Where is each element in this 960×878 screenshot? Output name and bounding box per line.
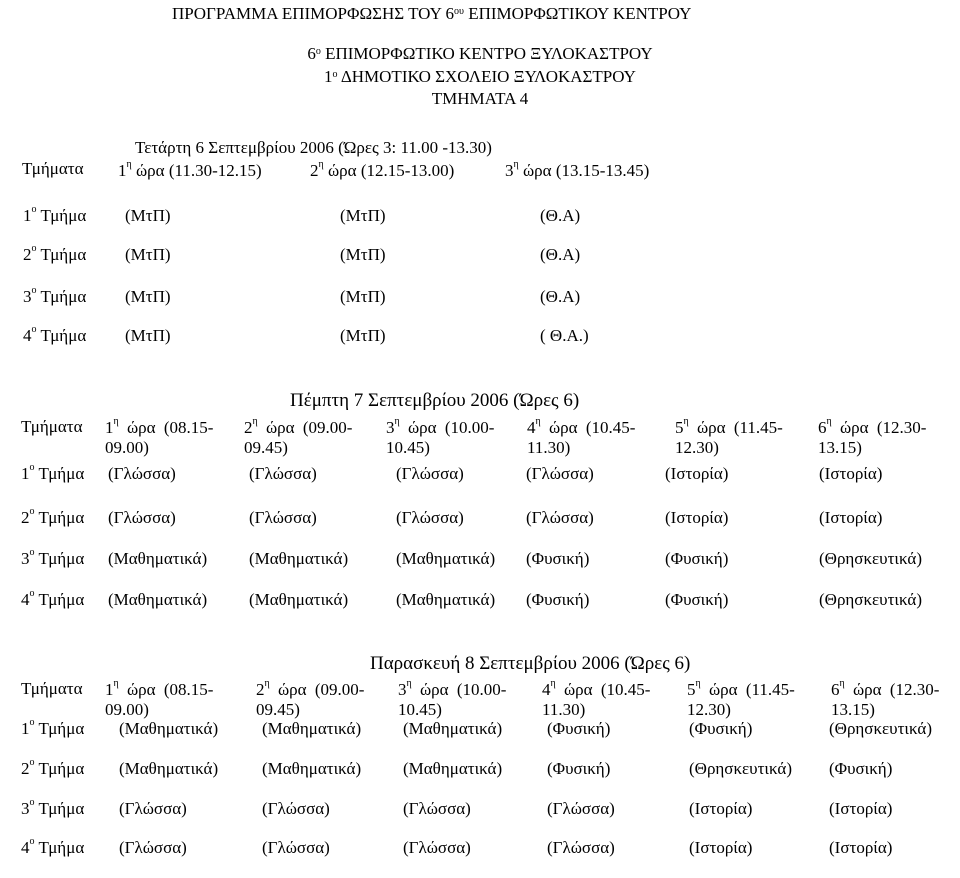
day2-cell: (Γλώσσα)	[526, 508, 594, 527]
document-title: ΠΡΟΓΡΑΜΜΑ ΕΠΙΜΟΡΦΩΣΗΣ ΤΟΥ $6^{o\upsilon}$ ΕΠΙΜΟΡΦΩΤΙΚΟΥ ΚΕΝΤΡΟΥ	[172, 4, 692, 23]
day1-row-label: $1^o$ Τμήμα	[23, 204, 87, 225]
day2-cell: (Θρησκευτικά)	[819, 590, 922, 609]
day1-cell: (ΜτΠ)	[125, 326, 171, 345]
day3-hour-range-end: 11.30)	[542, 700, 586, 719]
day2-hour-header: $6^\eta$ ώρα (12.30-	[818, 416, 927, 437]
day3-cell: (Φυσική)	[547, 719, 611, 738]
day2-hour-range-end: 09.00)	[105, 438, 149, 457]
school-name: $1^o$ ΔΗΜΟΤΙΚΟ ΣΧΟΛΕΙΟ ΞΥΛΟΚΑΣΤΡΟΥ	[324, 67, 636, 86]
day1-cell: (ΜτΠ)	[125, 206, 171, 225]
day3-cell: (Γλώσσα)	[547, 799, 615, 818]
day1-cell: (Θ.Α)	[540, 245, 581, 264]
day2-cell: (Φυσική)	[526, 549, 590, 568]
day3-row-label: $3^o$ Τμήμα	[21, 797, 85, 818]
day2-hour-header: $5^\eta$ ώρα (11.45-	[675, 416, 783, 437]
day2-hour-header: $3^\eta$ ώρα (10.00-	[386, 416, 495, 437]
day2-cell: (Θρησκευτικά)	[819, 549, 922, 568]
day3-cell: (Ιστορία)	[689, 838, 753, 857]
day3-cell: (Μαθηματικά)	[403, 759, 503, 778]
day1-row-label: $2^o$ Τμήμα	[23, 243, 87, 264]
day2-title: Πέμπτη 7 Σεπτεμβρίου 2006 (Ώρες 6)	[290, 390, 580, 411]
day2-cell: (Γλώσσα)	[108, 508, 176, 527]
day1-cell: (ΜτΠ)	[125, 245, 171, 264]
day2-cell: (Ιστορία)	[665, 464, 729, 483]
day3-cell: (Ιστορία)	[689, 799, 753, 818]
day3-cell: (Μαθηματικά)	[119, 759, 219, 778]
day3-cell: (Γλώσσα)	[403, 838, 471, 857]
day1-hour-header: $2^\eta$ ώρα (12.15-13.00)	[310, 159, 455, 180]
day3-hour-header: $3^\eta$ ώρα (10.00-	[398, 678, 507, 699]
day2-cell: (Μαθηματικά)	[108, 549, 208, 568]
day3-row-label: $1^o$ Τμήμα	[21, 717, 85, 738]
day3-cell: (Γλώσσα)	[119, 799, 187, 818]
day3-cell: (Θρησκευτικά)	[689, 759, 792, 778]
day3-cell: (Θρησκευτικά)	[829, 719, 932, 738]
day1-cell: (ΜτΠ)	[340, 287, 386, 306]
day2-cell: (Γλώσσα)	[396, 464, 464, 483]
day1-hour-header: $3^\eta$ ώρα (13.15-13.45)	[505, 159, 650, 180]
day3-row-label: $2^o$ Τμήμα	[21, 757, 85, 778]
day2-row-label: $1^o$ Τμήμα	[21, 462, 85, 483]
day2-cell: (Ιστορία)	[665, 508, 729, 527]
day3-cell: (Μαθηματικά)	[119, 719, 219, 738]
day3-cell: (Γλώσσα)	[547, 838, 615, 857]
day3-hour-range-end: 12.30)	[687, 700, 731, 719]
day2-cell: (Γλώσσα)	[108, 464, 176, 483]
day2-hour-range-end: 12.30)	[675, 438, 719, 457]
day1-row-label: $3^o$ Τμήμα	[23, 285, 87, 306]
day2-hour-header: $4^\eta$ ώρα (10.45-	[527, 416, 636, 437]
day2-hour-range-end: 10.45)	[386, 438, 430, 457]
day1-hour-header: $1^\eta$ ώρα (11.30-12.15)	[118, 159, 262, 180]
day1-cell: (ΜτΠ)	[125, 287, 171, 306]
day3-hour-range-end: 10.45)	[398, 700, 442, 719]
day2-cell: (Μαθηματικά)	[396, 549, 496, 568]
day3-cell: (Φυσική)	[829, 759, 893, 778]
day1-cell: (Θ.Α)	[540, 206, 581, 225]
day1-cell: (Θ.Α)	[540, 287, 581, 306]
day3-cell: (Γλώσσα)	[262, 799, 330, 818]
day2-cell: (Φυσική)	[526, 590, 590, 609]
day3-cell: (Ιστορία)	[829, 799, 893, 818]
day1-row-label: $4^o$ Τμήμα	[23, 324, 87, 345]
day3-cell: (Γλώσσα)	[262, 838, 330, 857]
day1-cell: (ΜτΠ)	[340, 326, 386, 345]
class-count: ΤΜΗΜΑΤΑ 4	[431, 89, 529, 108]
day1-cell: (ΜτΠ)	[340, 245, 386, 264]
day2-cell: (Γλώσσα)	[249, 464, 317, 483]
day2-cell: (Γλώσσα)	[526, 464, 594, 483]
day3-hour-range-end: 09.45)	[256, 700, 300, 719]
day2-col-header-classes: Τμήματα	[21, 417, 83, 436]
day2-hour-header: $2^\eta$ ώρα (09.00-	[244, 416, 353, 437]
day2-cell: (Μαθηματικά)	[249, 549, 349, 568]
day3-title: Παρασκευή 8 Σεπτεμβρίου 2006 (Ώρες 6)	[370, 653, 691, 674]
day3-cell: (Ιστορία)	[829, 838, 893, 857]
day2-cell: (Ιστορία)	[819, 508, 883, 527]
day2-cell: (Μαθηματικά)	[108, 590, 208, 609]
day1-col-header-classes: Τμήματα	[22, 159, 84, 178]
day3-cell: (Μαθηματικά)	[403, 719, 503, 738]
day1-cell: (ΜτΠ)	[340, 206, 386, 225]
day3-cell: (Μαθηματικά)	[262, 719, 362, 738]
day1-title: Τετάρτη 6 Σεπτεμβρίου 2006 (Ώρες 3: 11.00 -13.30)	[135, 138, 492, 157]
day3-cell: (Μαθηματικά)	[262, 759, 362, 778]
day3-cell: (Φυσική)	[689, 719, 753, 738]
day1-cell: ( Θ.Α.)	[540, 326, 589, 345]
day3-hour-header: $4^\eta$ ώρα (10.45-	[542, 678, 651, 699]
day2-cell: (Γλώσσα)	[249, 508, 317, 527]
day2-hour-header: $1^\eta$ ώρα (08.15-	[105, 416, 214, 437]
day2-row-label: $2^o$ Τμήμα	[21, 506, 85, 527]
day2-cell: (Ιστορία)	[819, 464, 883, 483]
day2-cell: (Μαθηματικά)	[249, 590, 349, 609]
day2-row-label: $4^o$ Τμήμα	[21, 588, 85, 609]
day2-cell: (Γλώσσα)	[396, 508, 464, 527]
day3-cell: (Γλώσσα)	[403, 799, 471, 818]
day3-hour-range-end: 13.15)	[831, 700, 875, 719]
day3-cell: (Φυσική)	[547, 759, 611, 778]
day2-row-label: $3^o$ Τμήμα	[21, 547, 85, 568]
day3-hour-header: $6^\eta$ ώρα (12.30-	[831, 678, 940, 699]
day3-col-header-classes: Τμήματα	[21, 679, 83, 698]
day3-hour-header: $2^\eta$ ώρα (09.00-	[256, 678, 365, 699]
day2-cell: (Μαθηματικά)	[396, 590, 496, 609]
day2-cell: (Φυσική)	[665, 549, 729, 568]
center-name: $6^o$ ΕΠΙΜΟΡΦΩΤΙΚΟ ΚΕΝΤΡΟ ΞΥΛΟΚΑΣΤΡΟΥ	[307, 44, 653, 63]
day3-cell: (Γλώσσα)	[119, 838, 187, 857]
day2-hour-range-end: 09.45)	[244, 438, 288, 457]
day3-hour-header: $5^\eta$ ώρα (11.45-	[687, 678, 795, 699]
day2-hour-range-end: 11.30)	[527, 438, 571, 457]
day3-hour-header: $1^\eta$ ώρα (08.15-	[105, 678, 214, 699]
day2-cell: (Φυσική)	[665, 590, 729, 609]
day2-hour-range-end: 13.15)	[818, 438, 862, 457]
day3-row-label: $4^o$ Τμήμα	[21, 836, 85, 857]
day3-hour-range-end: 09.00)	[105, 700, 149, 719]
